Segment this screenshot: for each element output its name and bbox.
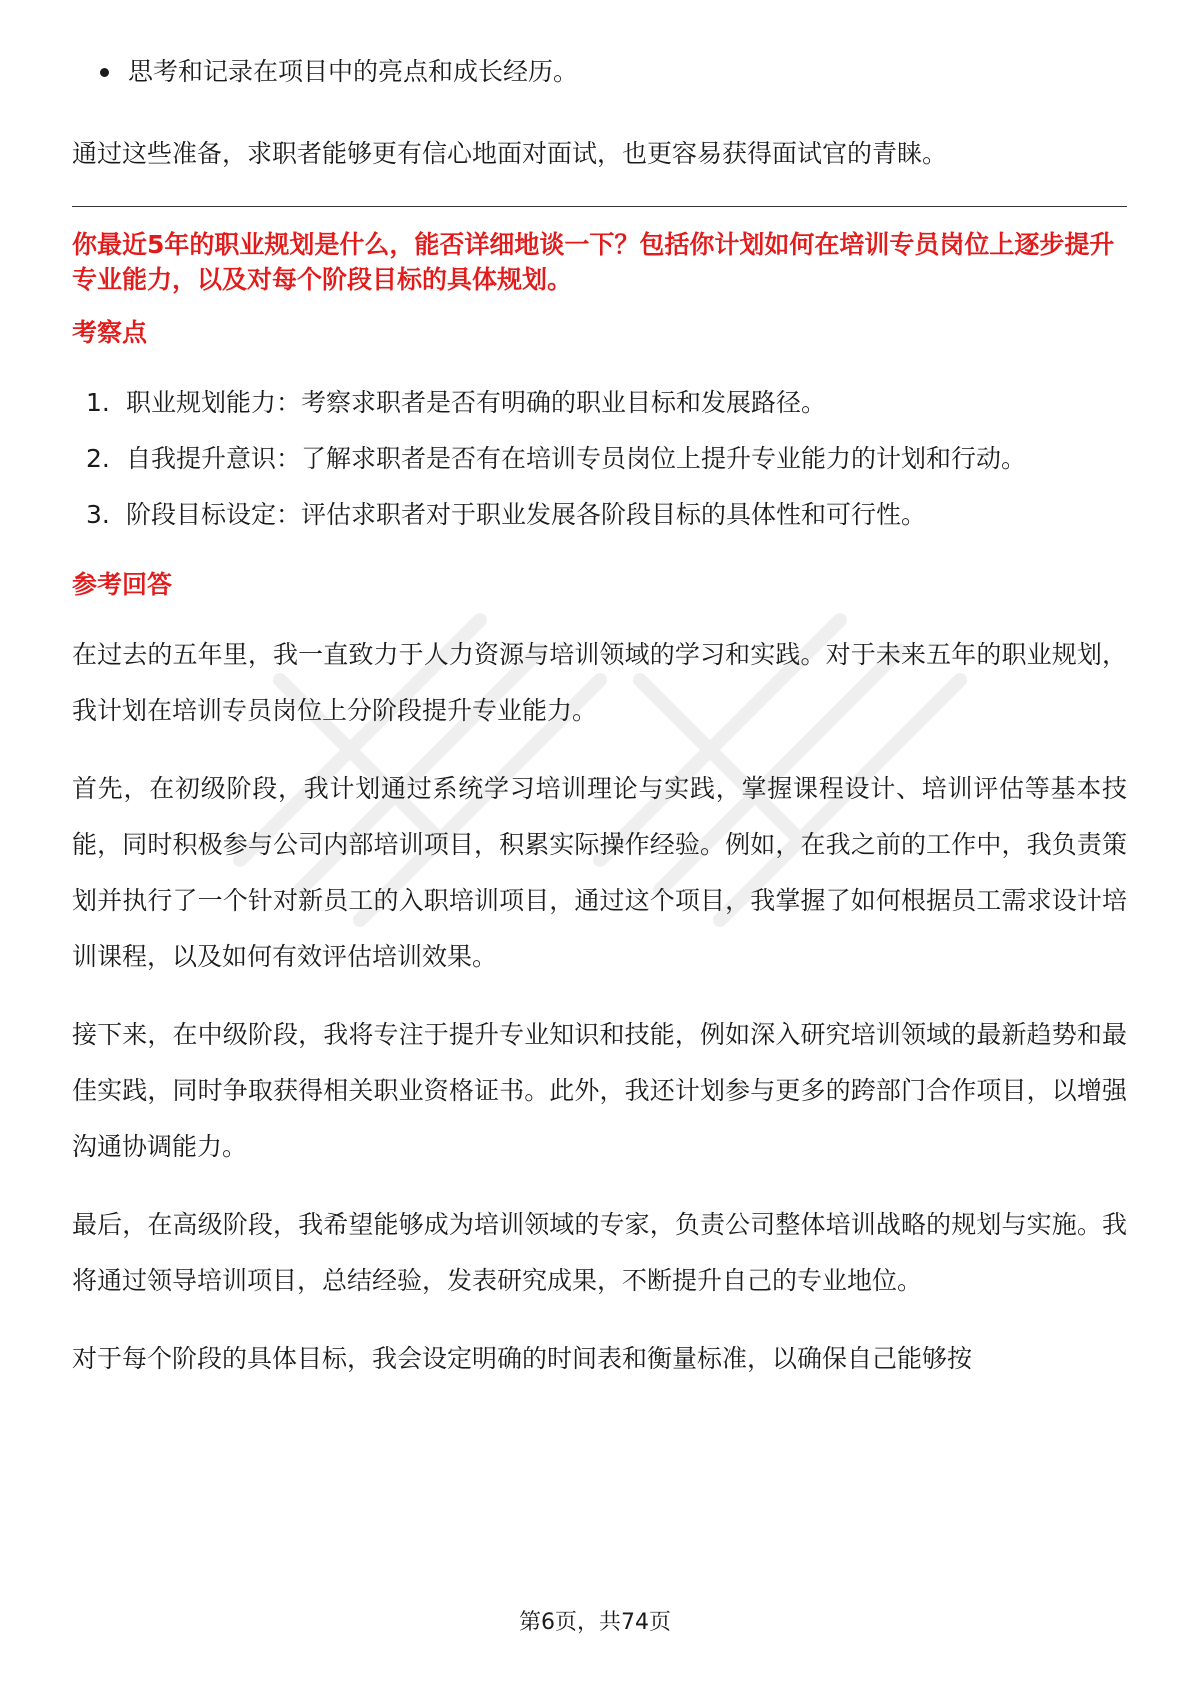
item-number: 2.: [86, 444, 110, 473]
item-text: 阶段目标设定：评估求职者对于职业发展各阶段目标的具体性和可行性。: [126, 500, 927, 529]
list-item: [72, 50, 1127, 94]
answer-paragraph: 最后，在高级阶段，我希望能够成为培训领域的专家，负责公司整体培训战略的规划与实施。我将通过领导培训项目，总结经验，发表研究成果，不断提升自己的专业地位。: [72, 1210, 1127, 1295]
content-column: [72, 50, 1127, 1387]
item-text: 职业规划能力：考察求职者是否有明确的职业目标和发展路径。: [126, 388, 827, 417]
assessment-item: [72, 487, 1127, 543]
assessment-item: [72, 375, 1127, 431]
assessment-heading: 考察点: [72, 318, 148, 347]
item-number: 1.: [86, 388, 110, 417]
answer-paragraph: 对于每个阶段的具体目标，我会设定明确的时间表和衡量标准，以确保自己能够按: [72, 1344, 973, 1373]
answer-paragraph: 接下来，在中级阶段，我将专注于提升专业知识和技能，例如深入研究培训领域的最新趋势和最佳实践，同时争取获得相关职业资格证书。此外，我还计划参与更多的跨部门合作项目，以增强沟通协调能力。: [72, 1020, 1127, 1161]
assessment-item: [72, 431, 1127, 487]
interview-question: 你最近5年的职业规划是什么，能否详细地谈一下？包括你计划如何在培训专员岗位上逐步提升专业能力，以及对每个阶段目标的具体规划。: [72, 230, 1115, 294]
list-item-text: 思考和记录在项目中的亮点和成长经历。: [128, 57, 579, 86]
summary-paragraph: 通过这些准备，求职者能够更有信心地面对面试，也更容易获得面试官的青睐。: [72, 139, 948, 168]
item-number: 3.: [86, 500, 110, 529]
bullet-icon: [100, 68, 109, 77]
answer-heading: 参考回答: [72, 570, 173, 599]
item-text: 自我提升意识：了解求职者是否有在培训专员岗位上提升专业能力的计划和行动。: [126, 444, 1027, 473]
assessment-list: [72, 375, 1127, 543]
answer-paragraph: 在过去的五年里，我一直致力于人力资源与培训领域的学习和实践。对于未来五年的职业规划，我计划在培训专员岗位上分阶段提升专业能力。: [72, 640, 1127, 725]
page-footer: 第6页，共74页: [519, 1610, 671, 1635]
answer-paragraph: 首先，在初级阶段，我计划通过系统学习培训理论与实践，掌握课程设计、培训评估等基本技能，同时积极参与公司内部培训项目，积累实际操作经验。例如，在我之前的工作中，我负责策划并执行了一个针对新员工的入职培训项目，通过这个项目，我掌握了如何根据员工需求设计培训课程，以及如何有效评估培训效果。: [72, 774, 1127, 971]
